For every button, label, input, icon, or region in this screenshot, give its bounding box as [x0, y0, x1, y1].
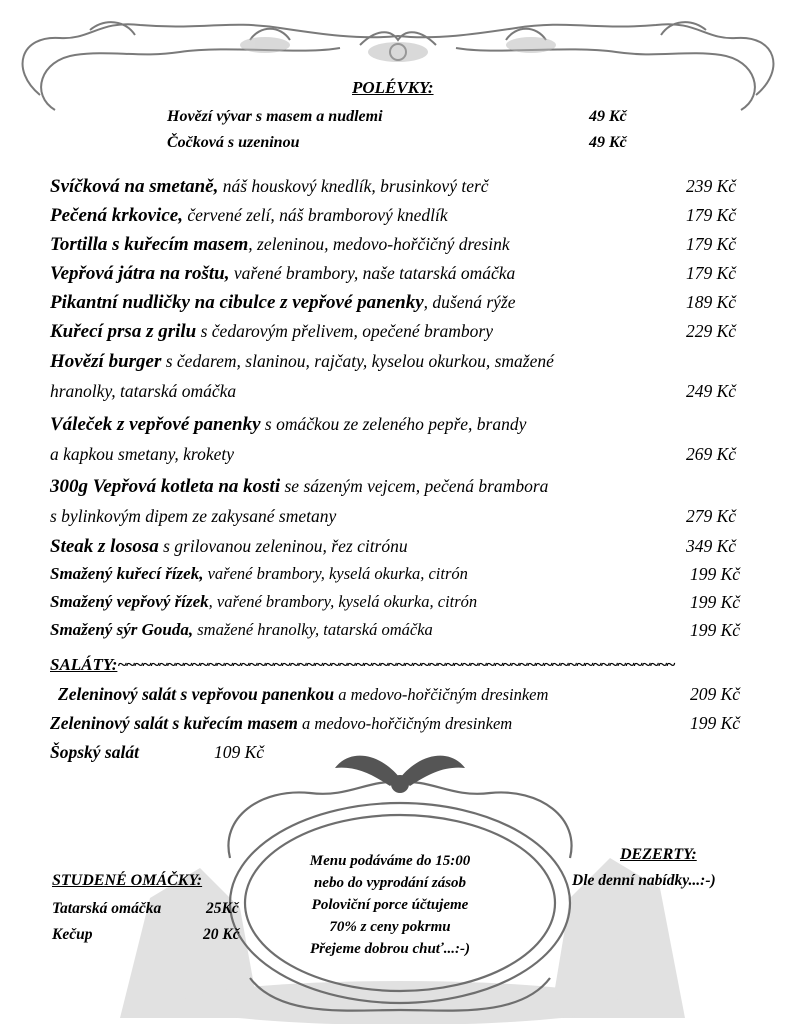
cold-sauce-item [52, 926, 262, 950]
menu-item-continuation [0, 506, 796, 536]
sauce-name: Tatarská omáčka [52, 900, 162, 917]
dish-price: 179 Kč [686, 234, 737, 254]
note-line: nebo do vyprodání zásob [313, 875, 467, 891]
cold-sauces-heading: STUDENÉ OMÁČKY: [52, 872, 203, 889]
menu-item-continuation [0, 444, 796, 474]
menu-item [0, 205, 796, 235]
menu-item [0, 564, 796, 594]
dish-description: s omáčkou ze zeleného pepře, brandy [260, 414, 527, 434]
dish-description: , zeleninou, medovo-hořčičný dresink [248, 234, 510, 254]
dish-description-line2: s bylinkovým dipem ze zakysané smetany [50, 506, 337, 526]
dish-name: Steak z lososa [50, 536, 159, 557]
salad-name: Šopský salát [50, 742, 139, 762]
dish-name: Pikantní nudličky na cibulce z vepřové panenky [50, 292, 424, 313]
dish-description: se sázeným vejcem, pečená brambora [280, 476, 549, 496]
menu-item [0, 536, 796, 566]
soup-name: Čočková s uzeninou [167, 134, 300, 151]
dish-name: Pečená krkovice, [50, 205, 183, 226]
dish-price: 269 Kč [686, 444, 737, 464]
menu-note [270, 850, 510, 960]
dish-description: s čedarem, slaninou, rajčaty, kyselou okurkou, smažené [161, 351, 554, 371]
menu-item [0, 234, 796, 264]
dish-price: 199 Kč [690, 564, 741, 584]
menu-item [0, 351, 796, 381]
sauce-price: 20 Kč [203, 926, 240, 943]
salad-price: 199 Kč [690, 713, 741, 733]
dish-name: Hovězí burger [50, 351, 162, 372]
dish-price: 199 Kč [690, 620, 741, 640]
dish-price: 179 Kč [686, 263, 737, 283]
dish-name: Tortilla s kuřecím masem [50, 234, 249, 255]
dish-name: Smažený sýr Gouda, [50, 620, 194, 639]
dish-name: Smažený kuřecí řízek, [50, 564, 204, 583]
dish-name: Smažený vepřový řízek [50, 592, 209, 611]
soup-name: Hovězí vývar s masem a nudlemi [167, 108, 383, 125]
dish-name: Váleček z vepřové panenky [50, 414, 261, 435]
note-line: Menu podáváme do 15:00 [309, 853, 471, 869]
dish-description-line2: hranolky, tatarská omáčka [50, 381, 237, 401]
cold-sauce-item [52, 900, 262, 924]
dish-description: červené zelí, náš bramborový knedlík [182, 205, 448, 225]
soup-item [0, 134, 796, 164]
dish-description: , vařené brambory, kyselá okurka, citrón [208, 592, 478, 611]
top-ornament [0, 0, 796, 120]
menu-item [0, 476, 796, 506]
dish-description: s grilovanou zeleninou, řez citrónu [158, 536, 408, 556]
dish-price: 229 Kč [686, 321, 737, 341]
dish-description: náš houskový knedlík, brusinkový terč [218, 176, 489, 196]
dish-description: , dušená rýže [423, 292, 516, 312]
salad-name: Zeleninový salát s vepřovou panenkou [58, 684, 335, 704]
desserts-text: Dle denní nabídky...:-) [572, 872, 716, 889]
note-line: 70% z ceny pokrmu [329, 919, 451, 935]
menu-item [0, 321, 796, 351]
salad-description: a medovo-hořčičným dresinkem [297, 714, 513, 733]
menu-item [0, 292, 796, 322]
salad-description: a medovo-hořčičným dresinkem [334, 685, 549, 704]
dish-price: 279 Kč [686, 506, 737, 526]
dish-description: vařené brambory, naše tatarská omáčka [229, 263, 516, 283]
soup-price: 49 Kč [589, 134, 627, 151]
dish-price: 189 Kč [686, 292, 737, 312]
dish-description-line2: a kapkou smetany, krokety [50, 444, 235, 464]
menu-item [0, 176, 796, 206]
salad-price: 209 Kč [690, 684, 741, 704]
tilde-divider: ~~~~~~~~~~~~~~~~~~~~~~~~~~~~~~~~~~~~~~~~~~~~~~~~~~~~~~~~~~~~~~~~~~~~ [117, 655, 675, 674]
dish-description: smažené hranolky, tatarská omáčka [193, 620, 433, 639]
dish-name: Kuřecí prsa z grilu [50, 321, 197, 342]
dish-price: 179 Kč [686, 205, 737, 225]
salad-item [0, 684, 796, 714]
sauce-price: 25Kč [206, 900, 239, 917]
desserts-heading: DEZERTY: [620, 846, 697, 863]
salads-heading: SALÁTY: [50, 655, 118, 674]
note-line: Poloviční porce účtujeme [311, 897, 469, 913]
soup-price: 49 Kč [589, 108, 627, 125]
dish-price: 199 Kč [690, 592, 741, 612]
note-line: Přejeme dobrou chuť...:-) [309, 941, 471, 957]
dish-name: Vepřová játra na roštu, [50, 263, 230, 284]
dish-description: s čedarovým přelivem, opečené brambory [196, 321, 493, 341]
menu-item-continuation [0, 381, 796, 411]
menu-item [0, 592, 796, 622]
menu-item [0, 620, 796, 650]
dish-name: Svíčková na smetaně, [50, 176, 219, 197]
sauce-name: Kečup [52, 926, 93, 943]
salad-name: Zeleninový salát s kuřecím masem [50, 713, 298, 733]
salad-price: 109 Kč [214, 742, 265, 762]
dish-description: vařené brambory, kyselá okurka, citrón [203, 564, 468, 583]
salads-heading-row [0, 655, 796, 685]
soups-heading: POLÉVKY: [352, 78, 434, 97]
dish-price: 239 Kč [686, 176, 737, 196]
dish-name: 300g Vepřová kotleta na kosti [50, 476, 281, 497]
menu-item [0, 414, 796, 444]
dish-price: 349 Kč [686, 536, 737, 556]
salad-item [0, 713, 796, 743]
dish-price: 249 Kč [686, 381, 737, 401]
menu-item [0, 263, 796, 293]
